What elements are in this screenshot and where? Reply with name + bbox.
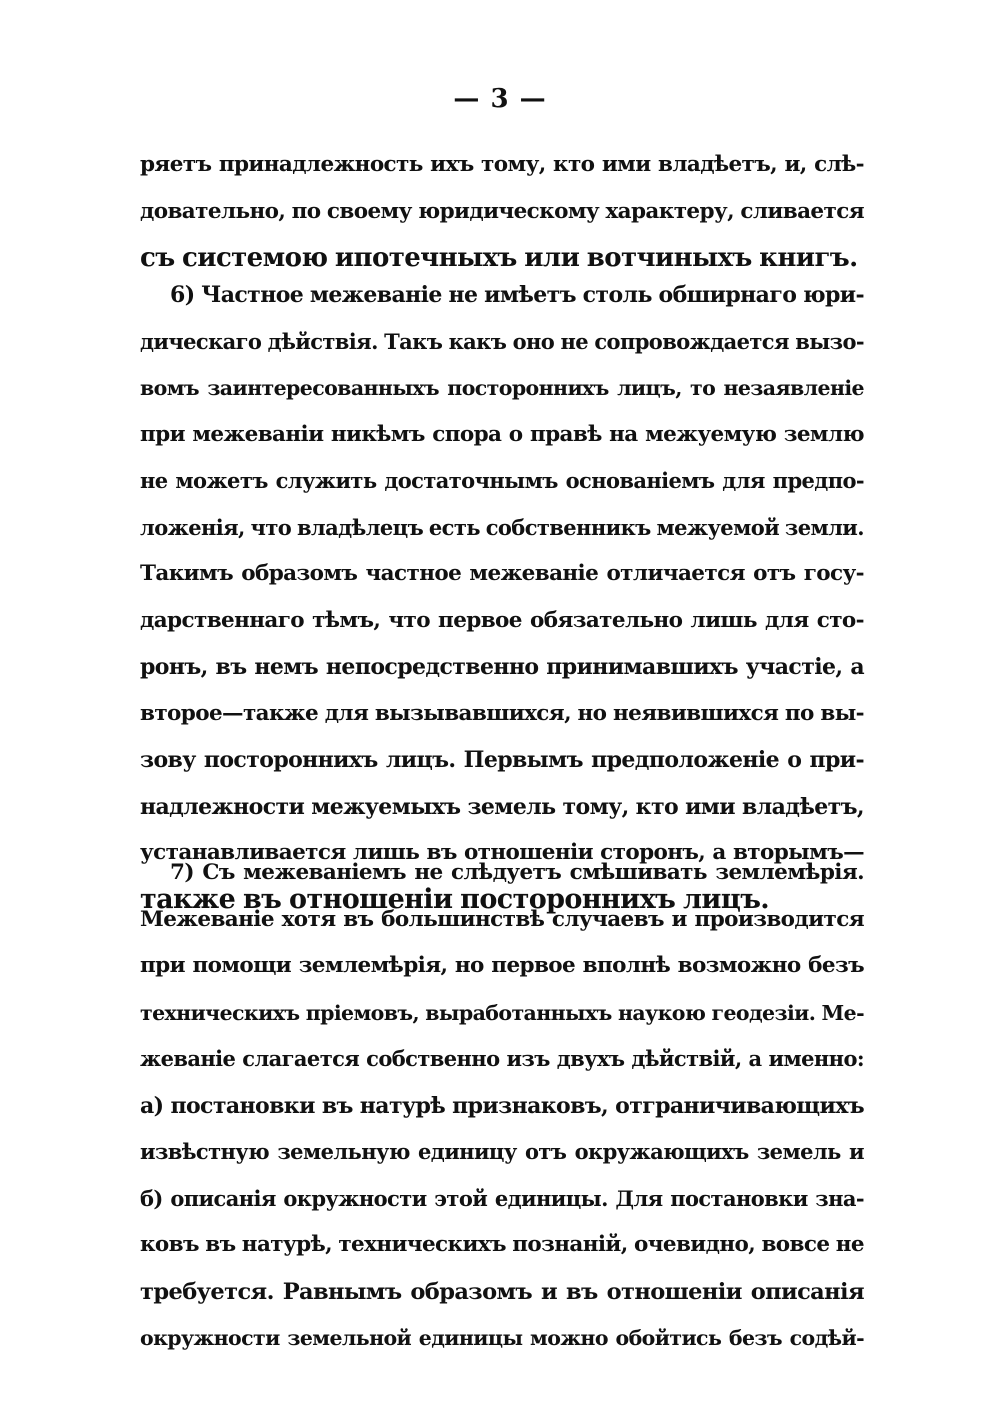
text-line: съ системою ипотечныхъ или вотчиныхъ книгъ. — [140, 243, 858, 273]
text-line: второе—также для вызывавшихся, но неявившихся по вы- — [140, 700, 864, 726]
text-line: 6) Частное межеваніе не имѣетъ столь обширнаго юри- — [170, 282, 864, 308]
paragraph-7 — [140, 850, 864, 1362]
text-line: извѣстную земельную единицу отъ окружающихъ земель и — [140, 1139, 864, 1164]
text-line: при межеваніи никѣмъ спора о правѣ на межуемую землю — [140, 421, 864, 447]
text-line: вомъ заинтересованныхъ постороннихъ лицъ, то незаявленіе — [140, 376, 864, 400]
text-line: надлежности межуемыхъ земель тому, кто ими владѣетъ, — [140, 793, 864, 820]
text-line: б) описанія окружности этой единицы. Для постановки зна- — [140, 1185, 864, 1211]
text-line: техническихъ пріемовъ, выработанныхъ наукою геодезіи. Ме- — [140, 1000, 864, 1025]
text-line: устанавливается лишь въ отношеніи сторонъ, а вторымъ— — [140, 840, 864, 865]
text-line: ряетъ принадлежность ихъ тому, кто ими владѣетъ, и, слѣ- — [140, 152, 864, 177]
text-line: Такимъ образомъ частное межеваніе отличается отъ госу- — [140, 561, 864, 586]
text-line: не можетъ служить достаточнымъ основаніемъ для предпо- — [140, 468, 864, 493]
text-line: также въ отношеніи постороннихъ лицъ. — [140, 883, 770, 915]
text-line: а) постановки въ натурѣ признаковъ, отграничивающихъ — [140, 1092, 864, 1119]
text-line: Межеваніе хотя въ большинствѣ случаевъ и производится — [140, 906, 864, 932]
text-line: ронъ, въ немъ непосредственно принимавшихъ участіе, а — [140, 654, 864, 680]
text-line: дарственнаго тѣмъ, что первое обязательно лишь для сто- — [140, 607, 864, 633]
paragraph-continuation — [140, 142, 864, 282]
text-line: зову постороннихъ лицъ. Первымъ предположеніе о при- — [140, 747, 864, 773]
text-line: требуется. Равнымъ образомъ и въ отношеніи описанія — [140, 1278, 864, 1305]
text-line: при помощи землемѣрія, но первое вполнѣ возможно безъ — [140, 953, 864, 978]
text-line: окружности земельной единицы можно обойтись безъ содѣй- — [140, 1326, 864, 1350]
text-line: довательно, по своему юридическому характеру, сливается — [140, 198, 864, 224]
paragraph-6 — [140, 272, 864, 923]
text-line: дическаго дѣйствія. Такъ какъ оно не сопровождается вызо- — [140, 328, 864, 354]
text-line: ковъ въ натурѣ, техническихъ познаній, очевидно, вовсе не — [140, 1232, 864, 1257]
text-line: жеваніе слагается собственно изъ двухъ дѣйствій, а именно: — [140, 1046, 864, 1071]
text-line: ложенія, что владѣлецъ есть собственникъ межуемой земли. — [140, 514, 864, 540]
page-number: — 3 — — [453, 84, 547, 114]
text-line: 7) Съ межеваніемъ не слѣдуетъ смѣшивать землемѣрія. — [170, 860, 864, 885]
